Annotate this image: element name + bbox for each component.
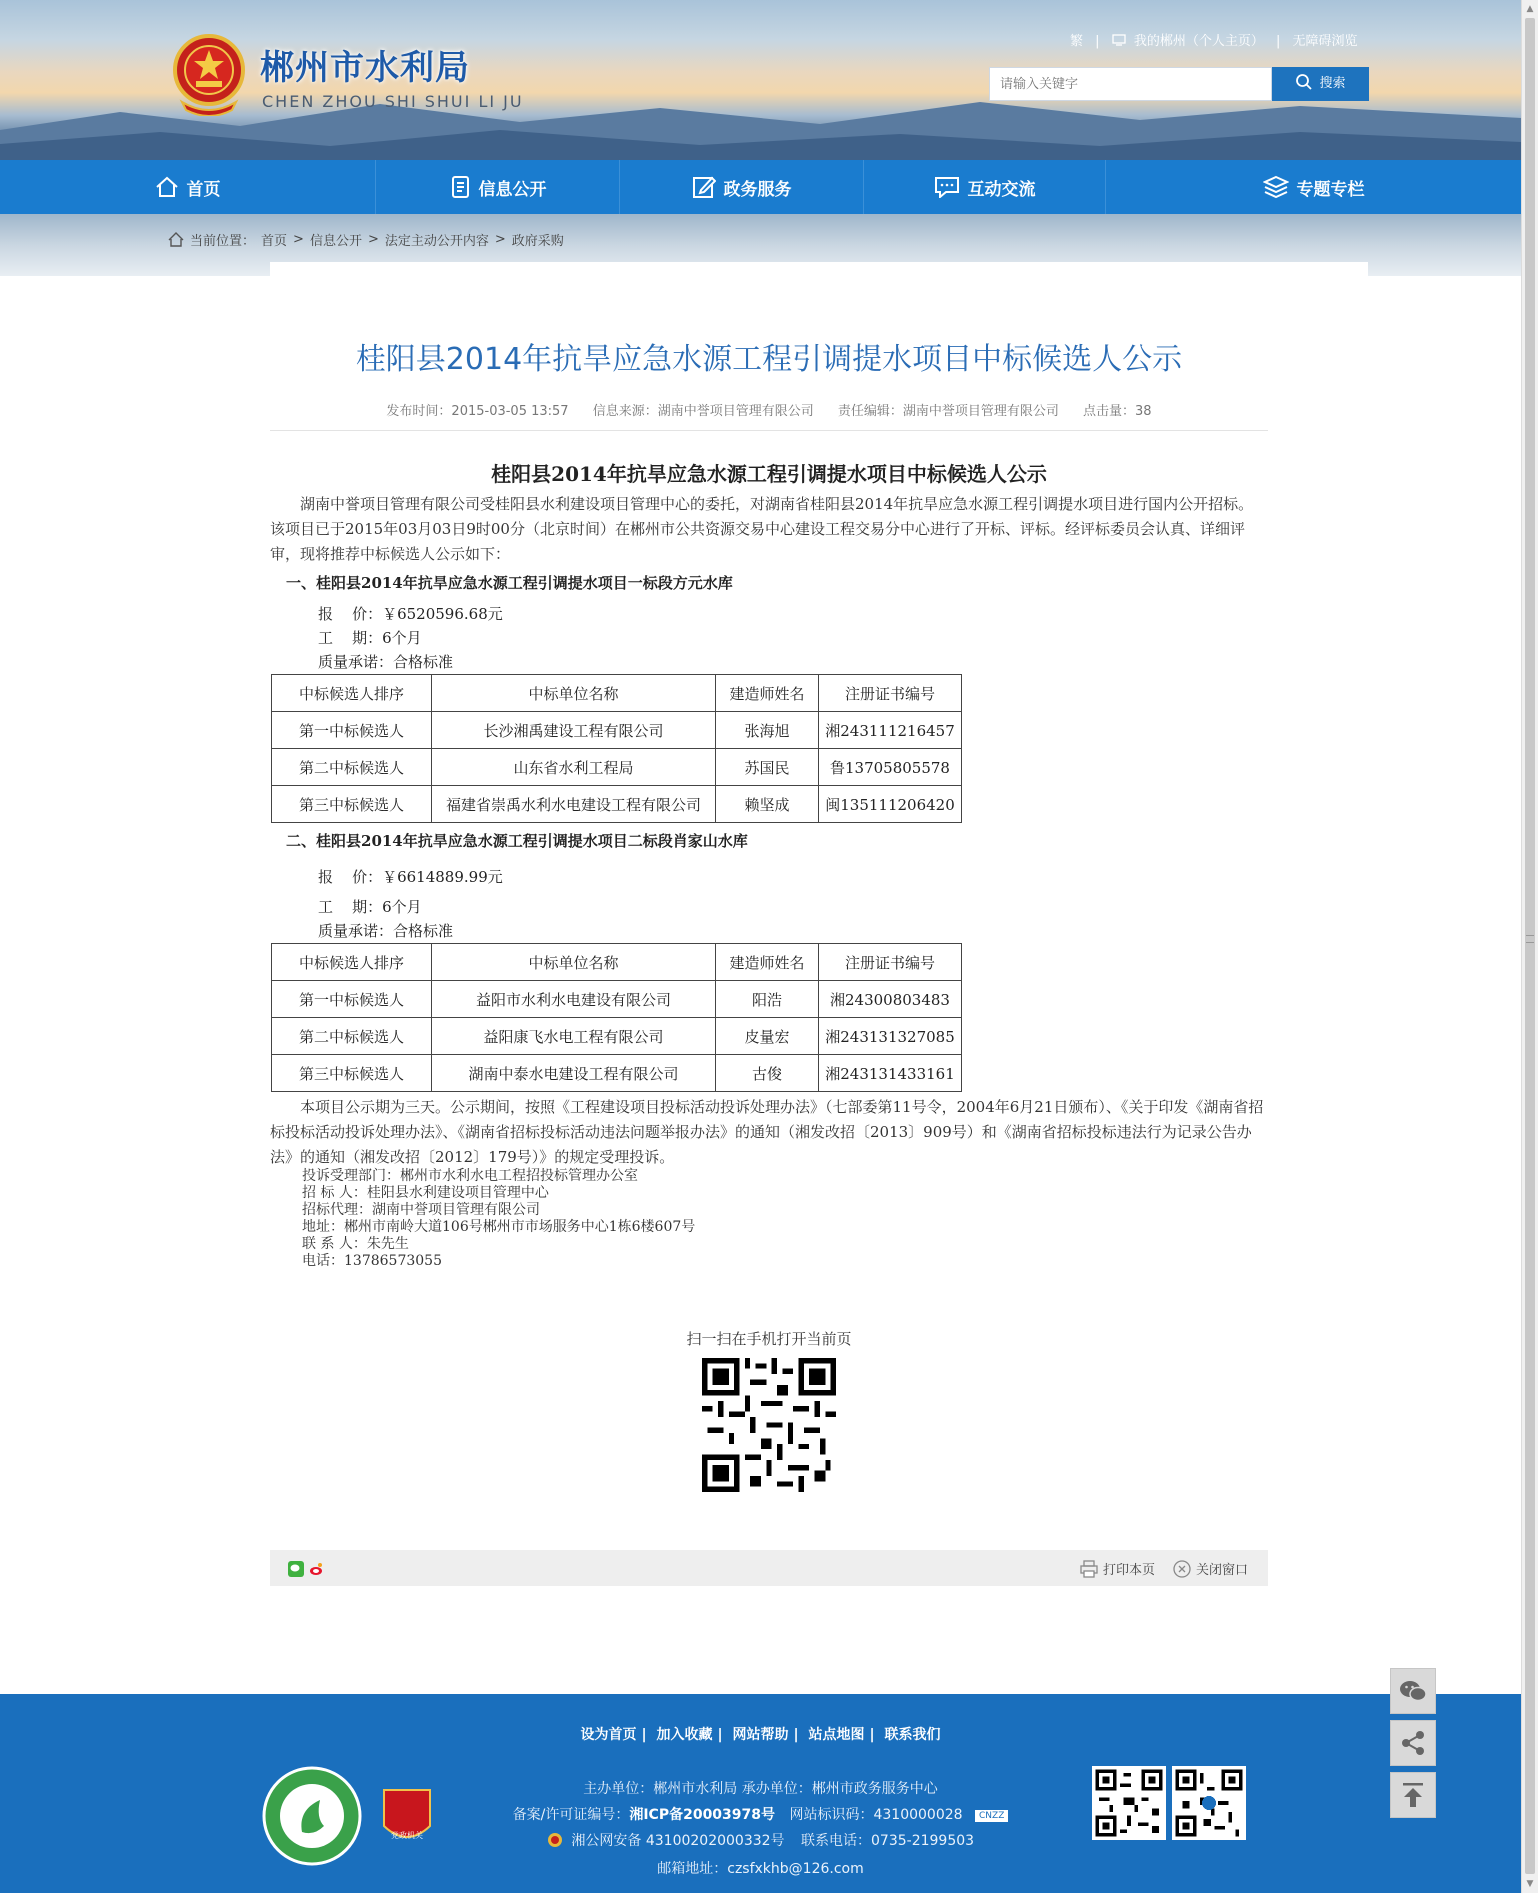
hit-count: 点击量：38 — [1083, 404, 1152, 419]
article-intro: 湖南中誉项目管理有限公司受桂阳县水利建设项目管理中心的委托，对湖南省桂阳县2014年抗旱应急水源工程引调提水项目进行国内公开招标。该项目已于2015年03月03日9时00分（北京时间）在郴州市公共资源交易中心建设工程交易分中心进行了开标、评标。经评标委员会认真、详细评审，现将推荐中标候选人公示如下： — [270, 495, 1254, 563]
table-cell: 第三中标候选人 — [272, 786, 432, 823]
close-label: 关闭窗口 — [1195, 1563, 1248, 1578]
section-1-title: 一、桂阳县2014年抗旱应急水源工程引调提水项目一标段方元水库 — [286, 574, 733, 592]
table-row — [272, 712, 962, 749]
nav-item-interaction[interactable] — [864, 160, 1106, 214]
document-icon — [449, 175, 471, 199]
table-cell: 鲁13705805578 — [819, 749, 962, 786]
footer — [0, 1694, 1521, 1893]
search-button[interactable] — [1272, 67, 1369, 101]
icp-label: 备案/许可证编号： — [512, 1807, 630, 1823]
contact-line: 招 标 人：桂阳县水利建设项目管理中心 — [302, 1185, 549, 1201]
police-record-link[interactable]: 湘公网安备 43100202000332号 — [571, 1833, 785, 1849]
table-cell: 湘243131433161 — [819, 1055, 962, 1092]
footer-link-contact[interactable]: 联系我们 — [884, 1727, 941, 1743]
wechat-float-button[interactable] — [1390, 1668, 1436, 1714]
table-row — [272, 786, 962, 823]
publish-time: 发布时间：2015-03-05 13:57 — [386, 404, 569, 419]
table-cell: 益阳康飞水电工程有限公司 — [432, 1018, 716, 1055]
breadcrumb-item-home[interactable]: 首页 — [261, 234, 288, 249]
table-header-row — [272, 944, 962, 981]
table-row — [272, 749, 962, 786]
section-1-price: 报 价：￥6520596.68元 — [318, 605, 503, 623]
arrow-up-icon — [1400, 1781, 1426, 1809]
table-cell: 闽135111206420 — [819, 786, 962, 823]
table-cell: 第一中标候选人 — [272, 981, 432, 1018]
top-links — [1070, 30, 1358, 49]
scrollbar-grip — [1526, 935, 1534, 943]
share-float-button[interactable] — [1390, 1720, 1436, 1766]
section-2-quality: 质量承诺：合格标准 — [318, 922, 454, 940]
search-button-label: 搜索 — [1319, 76, 1346, 91]
wechat-icon — [1398, 1678, 1428, 1704]
back-to-top-button[interactable] — [1390, 1772, 1436, 1818]
header-banner — [0, 0, 1521, 160]
police-badge-icon — [547, 1832, 563, 1848]
section-2-period: 工 期：6个月 — [318, 898, 422, 916]
share-actions — [1080, 1559, 1248, 1578]
footer-email: 邮箱地址：czsfxkhb@126.com — [657, 1861, 864, 1877]
bid-table-2 — [271, 943, 962, 1092]
contact-phone: 联系电话：0735-2199503 — [801, 1833, 975, 1849]
share-icon — [1399, 1729, 1427, 1757]
table-cell: 第一中标候选人 — [272, 712, 432, 749]
edit-icon — [692, 175, 716, 199]
search-input[interactable] — [989, 67, 1272, 101]
search-icon — [1295, 73, 1313, 91]
contact-line: 联 系 人：朱先生 — [302, 1236, 409, 1252]
footer-link-favorite[interactable]: 加入收藏 — [656, 1727, 713, 1743]
weibo-share-icon[interactable] — [308, 1561, 324, 1577]
table-cell: 山东省水利工程局 — [432, 749, 716, 786]
divider: | — [1275, 34, 1281, 49]
breadcrumb-item-procurement[interactable]: 政府采购 — [511, 234, 564, 249]
breadcrumb-item-info[interactable]: 信息公开 — [309, 234, 362, 249]
nav-item-topics[interactable] — [1106, 160, 1521, 214]
bid-table-1 — [271, 674, 962, 823]
icp-number-link[interactable]: 湘ICP备20003978号 — [629, 1807, 776, 1823]
footer-link-help[interactable]: 网站帮助 — [732, 1727, 789, 1743]
breadcrumb-separator: > — [494, 232, 506, 247]
badge-label: 党政机关 — [391, 1831, 423, 1840]
table-header: 注册证书编号 — [819, 944, 962, 981]
vertical-scrollbar[interactable] — [1521, 0, 1538, 1893]
breadcrumb — [168, 230, 564, 249]
section-1-period: 工 期：6个月 — [318, 629, 422, 647]
site-logo-title[interactable]: 郴州市水利局 — [260, 48, 470, 88]
print-label: 打印本页 — [1102, 1563, 1155, 1578]
table-header: 中标单位名称 — [432, 675, 716, 712]
table-row — [272, 1055, 962, 1092]
contact-line: 地址：郴州市南岭大道106号郴州市市场服务中心1栋6楼607号 — [302, 1219, 696, 1235]
close-window-button[interactable] — [1173, 1559, 1248, 1578]
contact-line: 电话：13786573055 — [302, 1253, 442, 1269]
table-cell: 湖南中泰水电建设工程有限公司 — [432, 1055, 716, 1092]
home-icon — [168, 232, 184, 247]
qr-code-icon — [1092, 1766, 1166, 1840]
qr-caption: 扫一扫在手机打开当前页 — [686, 1330, 852, 1348]
content-panel-top — [270, 262, 1368, 276]
footer-police — [0, 1830, 1521, 1850]
editor: 责任编辑：湖南中誉项目管理有限公司 — [837, 404, 1059, 419]
article-meta — [270, 400, 1268, 419]
site-id: 网站标识码：4310000028 — [789, 1807, 963, 1823]
my-chenzhou-link[interactable]: 我的郴州（个人主页） — [1133, 34, 1264, 49]
table-cell: 苏国民 — [716, 749, 819, 786]
table-header: 中标候选人排序 — [272, 675, 432, 712]
nav-label: 信息公开 — [478, 179, 547, 200]
table-cell: 湘243131327085 — [819, 1018, 962, 1055]
table-cell: 皮量宏 — [716, 1018, 819, 1055]
table-cell: 益阳市水利水电建设有限公司 — [432, 981, 716, 1018]
share-bar — [270, 1550, 1268, 1586]
home-icon — [155, 176, 179, 198]
site-logo-subtitle: CHEN ZHOU SHI SHUI LI JU — [262, 92, 524, 111]
scrollbar-thumb[interactable] — [1525, 18, 1535, 1874]
breadcrumb-separator: > — [293, 232, 304, 247]
table-header: 中标候选人排序 — [272, 944, 432, 981]
table-cell: 长沙湘禹建设工程有限公司 — [432, 712, 716, 749]
national-emblem-icon — [172, 32, 246, 116]
nav-label: 首页 — [186, 179, 221, 200]
page-title: 桂阳县2014年抗旱应急水源工程引调提水项目中标候选人公示 — [355, 342, 1183, 377]
qr-code-icon — [702, 1358, 836, 1492]
cnzz-badge[interactable]: CNZZ — [975, 1810, 1008, 1822]
info-source: 信息来源：湖南中誉项目管理有限公司 — [592, 404, 814, 419]
table-cell: 福建省崇禹水利水电建设工程有限公司 — [432, 786, 716, 823]
table-cell: 第三中标候选人 — [272, 1055, 432, 1092]
table-cell: 赖坚成 — [716, 786, 819, 823]
footer-links: 设为首页 | 加入收藏 | 网站帮助 | 站点地图 | 联系我们 — [580, 1727, 941, 1743]
scroll-down-arrow-icon[interactable]: ▼ — [1526, 1879, 1534, 1889]
breadcrumb-separator: > — [367, 232, 379, 247]
footer-sponsor: 主办单位：郴州市水利局 承办单位：郴州市政务服务中心 — [583, 1781, 938, 1797]
article-closing: 本项目公示期为三天。公示期间，按照《工程建设项目投标活动投诉处理办法》（七部委第11号令，2004年6月21日颁布）、《关于印发《湖南省招标投标活动投诉处理办法》、《湖南省招标投标活动违法问题举报办法》的通知（湘发改招〔2013〕909号）和《湖南省招标投标违法行为记录公告办法》的通知（湘发改招〔2012〕179号）》的规定受理投诉。 — [270, 1098, 1264, 1166]
traditional-chinese-link[interactable]: 繁 — [1070, 34, 1084, 49]
divider — [270, 430, 1268, 431]
table-header-row — [272, 675, 962, 712]
table-cell: 阳浩 — [716, 981, 819, 1018]
printer-icon — [1080, 1560, 1098, 1578]
table-header: 建造师姓名 — [716, 675, 819, 712]
main-nav — [0, 160, 1521, 214]
nav-item-info[interactable] — [376, 160, 620, 214]
wechat-share-icon[interactable] — [288, 1561, 304, 1577]
close-icon — [1173, 1560, 1191, 1578]
table-cell: 古俊 — [716, 1055, 819, 1092]
footer-link-sethome[interactable]: 设为首页 — [580, 1727, 637, 1743]
breadcrumb-item-statutory[interactable]: 法定主动公开内容 — [384, 234, 489, 249]
contact-line: 招标代理：湖南中誉项目管理有限公司 — [302, 1202, 540, 1218]
section-2-title: 二、桂阳县2014年抗旱应急水源工程引调提水项目二标段肖家山水库 — [286, 832, 748, 850]
section-2-price: 报 价：￥6614889.99元 — [318, 868, 503, 886]
search-box — [989, 67, 1369, 101]
article-heading: 桂阳县2014年抗旱应急水源工程引调提水项目中标候选人公示 — [491, 462, 1047, 486]
table-cell: 湘24300803483 — [819, 981, 962, 1018]
layers-icon — [1263, 175, 1289, 199]
print-button[interactable] — [1080, 1559, 1155, 1578]
nav-label: 互动交流 — [967, 179, 1036, 200]
share-icons — [288, 1561, 324, 1577]
chat-icon — [934, 176, 960, 198]
qr-code-icon — [1172, 1766, 1246, 1840]
table-cell: 湘243111216457 — [819, 712, 962, 749]
table-header: 中标单位名称 — [432, 944, 716, 981]
nav-item-home[interactable] — [0, 160, 376, 214]
nav-label: 政务服务 — [723, 179, 792, 200]
divider: | — [1095, 34, 1100, 49]
table-cell: 张海旭 — [716, 712, 819, 749]
table-header: 注册证书编号 — [819, 675, 962, 712]
table-row — [272, 981, 962, 1018]
table-header: 建造师姓名 — [716, 944, 819, 981]
monitor-icon — [1112, 34, 1126, 46]
table-row — [272, 1018, 962, 1055]
accessibility-link[interactable]: 无障碍浏览 — [1292, 34, 1358, 49]
breadcrumb-prefix: 当前位置： — [190, 234, 256, 249]
contact-list — [302, 1168, 695, 1270]
table-cell: 第二中标候选人 — [272, 1018, 432, 1055]
contact-line: 投诉受理部门：郴州市水利水电工程招投标管理办公室 — [302, 1168, 638, 1184]
nav-label: 专题专栏 — [1296, 179, 1365, 200]
footer-icp — [0, 1804, 1521, 1824]
footer-link-sitemap[interactable]: 站点地图 — [808, 1727, 865, 1743]
section-1-quality: 质量承诺：合格标准 — [318, 653, 454, 671]
nav-item-services[interactable] — [620, 160, 864, 214]
scroll-up-arrow-icon[interactable]: ▲ — [1526, 4, 1534, 14]
table-cell: 第二中标候选人 — [272, 749, 432, 786]
